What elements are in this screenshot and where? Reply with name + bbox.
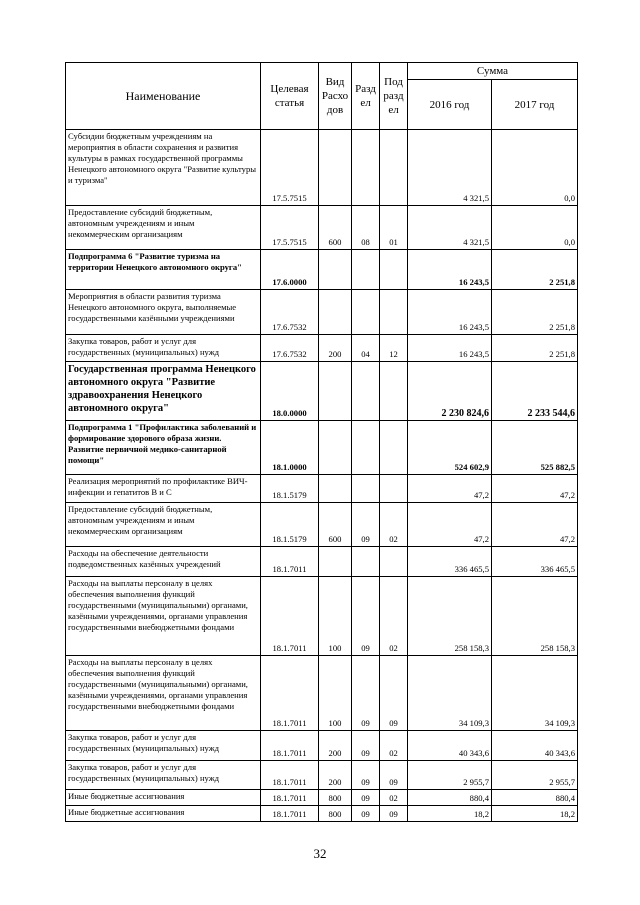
row-2016: 47,2 [408,503,492,547]
header-type: Вид Расхо дов [319,63,352,130]
row-2016: 524 602,9 [408,421,492,475]
table-row [66,290,578,335]
row-2016: 18,2 [408,806,492,822]
row-type [319,250,352,290]
row-subsection: 12 [380,335,408,362]
row-subsection [380,290,408,335]
table-row [66,806,578,822]
row-2017: 0,0 [492,130,578,206]
row-2016: 336 465,5 [408,547,492,577]
row-section: 09 [352,761,380,790]
row-subsection [380,421,408,475]
row-2017: 40 343,6 [492,731,578,761]
row-2016: 16 243,5 [408,290,492,335]
table-row [66,503,578,547]
row-2017: 258 158,3 [492,577,578,656]
row-2017: 34 109,3 [492,656,578,731]
page-number: 32 [313,846,327,861]
row-target: 18.1.7011 [261,731,319,761]
table-row [66,731,578,761]
row-subsection: 02 [380,731,408,761]
row-name: Государственная программа Ненецкого автономного округа "Развитие здравоохранения Ненецкого автономного округа" [66,362,261,421]
row-target: 18.1.7011 [261,547,319,577]
row-type: 200 [319,731,352,761]
row-2017: 2 251,8 [492,290,578,335]
row-type [319,362,352,421]
row-target: 18.1.5179 [261,475,319,503]
table-row [66,547,578,577]
header-target: Целевая статья [261,63,319,130]
row-subsection: 02 [380,790,408,806]
header-section: Разд ел [352,63,380,130]
row-subsection: 02 [380,503,408,547]
row-target: 17.6.7532 [261,335,319,362]
row-section: 09 [352,577,380,656]
row-section: 09 [352,806,380,822]
row-2017: 0,0 [492,206,578,250]
row-section [352,362,380,421]
row-type: 100 [319,577,352,656]
row-name: Реализация мероприятий по профилактике ВИЧ-инфекции и гепатитов В и С [66,475,261,503]
budget-table [65,62,578,822]
row-subsection: 09 [380,806,408,822]
table-row [66,761,578,790]
row-type: 200 [319,761,352,790]
row-2017: 2 955,7 [492,761,578,790]
header-2017: 2017 год [492,80,578,130]
row-name: Иные бюджетные ассигнования [66,806,261,822]
row-subsection: 02 [380,577,408,656]
row-name: Подпрограмма 6 "Развитие туризма на территории Ненецкого автономного округа" [66,250,261,290]
row-type [319,547,352,577]
row-2016: 4 321,5 [408,130,492,206]
row-subsection [380,475,408,503]
row-2017: 47,2 [492,503,578,547]
row-type: 600 [319,503,352,547]
row-type: 800 [319,790,352,806]
row-name: Расходы на выплаты персоналу в целях обеспечения выполнения функций государственными (муниципальными) органами, казёнными учреждениями, органами управления государственными внебюджетными фондами [66,577,261,656]
row-target: 18.1.7011 [261,761,319,790]
row-section: 09 [352,790,380,806]
table-row [66,577,578,656]
table-row [66,250,578,290]
row-target: 17.5.7515 [261,130,319,206]
table-row [66,130,578,206]
row-name: Закупка товаров, работ и услуг для государственных (муниципальных) нужд [66,761,261,790]
header-2016: 2016 год [408,80,492,130]
row-section: 09 [352,656,380,731]
row-2016: 47,2 [408,475,492,503]
row-type: 200 [319,335,352,362]
row-type: 600 [319,206,352,250]
row-2016: 16 243,5 [408,250,492,290]
row-name: Закупка товаров, работ и услуг для государственных (муниципальных) нужд [66,335,261,362]
row-2016: 258 158,3 [408,577,492,656]
row-section: 04 [352,335,380,362]
row-type: 100 [319,656,352,731]
row-section [352,290,380,335]
row-name: Закупка товаров, работ и услуг для государственных (муниципальных) нужд [66,731,261,761]
header-sum: Сумма [408,63,578,80]
row-name: Предоставление субсидий бюджетным, автономным учреждениям и иным некоммерческим организациям [66,206,261,250]
row-2016: 34 109,3 [408,656,492,731]
table-row [66,656,578,731]
row-type [319,475,352,503]
row-subsection [380,547,408,577]
row-section [352,547,380,577]
row-section: 09 [352,731,380,761]
row-name: Предоставление субсидий бюджетным, автономным учреждениям и иным некоммерческим организациям [66,503,261,547]
row-section [352,421,380,475]
header-name: Наименование [66,63,261,130]
row-target: 18.1.5179 [261,503,319,547]
row-subsection: 09 [380,656,408,731]
row-target: 18.1.7011 [261,577,319,656]
row-2016: 40 343,6 [408,731,492,761]
table-row [66,335,578,362]
row-2017: 2 251,8 [492,250,578,290]
table-row [66,362,578,421]
row-2016: 16 243,5 [408,335,492,362]
row-type [319,290,352,335]
row-2017: 2 251,8 [492,335,578,362]
row-type [319,421,352,475]
row-section: 08 [352,206,380,250]
row-subsection: 01 [380,206,408,250]
row-2016: 880,4 [408,790,492,806]
row-name: Расходы на обеспечение деятельности подведомственных казённых учреждений [66,547,261,577]
row-target: 17.6.0000 [261,250,319,290]
row-target: 18.1.7011 [261,656,319,731]
row-target: 18.1.7011 [261,806,319,822]
row-name: Иные бюджетные ассигнования [66,790,261,806]
table-row [66,475,578,503]
row-2016: 4 321,5 [408,206,492,250]
row-2016: 2 230 824,6 [408,362,492,421]
row-2017: 47,2 [492,475,578,503]
row-subsection [380,362,408,421]
row-2016: 2 955,7 [408,761,492,790]
row-name: Расходы на выплаты персоналу в целях обеспечения выполнения функций государственными (муниципальными) органами, казёнными учреждениями, органами управления государственными внебюджетными фондами [66,656,261,731]
row-name: Мероприятия в области развития туризма Ненецкого автономного округа, выполняемые государственными казёнными учреждениями [66,290,261,335]
header-row-1 [66,63,578,80]
row-subsection [380,130,408,206]
row-2017: 336 465,5 [492,547,578,577]
table-row [66,790,578,806]
row-section [352,475,380,503]
row-subsection: 09 [380,761,408,790]
row-target: 18.1.7011 [261,790,319,806]
row-target: 18.0.0000 [261,362,319,421]
row-name: Подпрограмма 1 "Профилактика заболеваний и формирование здорового образа жизни. Развитие первичной медико-санитарной помощи" [66,421,261,475]
header-subsection: Под разд ел [380,63,408,130]
row-2017: 525 882,5 [492,421,578,475]
row-2017: 880,4 [492,790,578,806]
row-section: 09 [352,503,380,547]
row-type: 800 [319,806,352,822]
table-row [66,206,578,250]
row-target: 17.6.7532 [261,290,319,335]
row-name: Субсидии бюджетным учреждениям на мероприятия в области сохранения и развития культуры в рамках государственной программы Ненецкого автономного округа "Развитие культуры и туризма" [66,130,261,206]
row-section [352,130,380,206]
row-type [319,130,352,206]
row-target: 18.1.0000 [261,421,319,475]
row-target: 17.5.7515 [261,206,319,250]
table-row [66,421,578,475]
row-2017: 18,2 [492,806,578,822]
row-section [352,250,380,290]
row-2017: 2 233 544,6 [492,362,578,421]
row-subsection [380,250,408,290]
